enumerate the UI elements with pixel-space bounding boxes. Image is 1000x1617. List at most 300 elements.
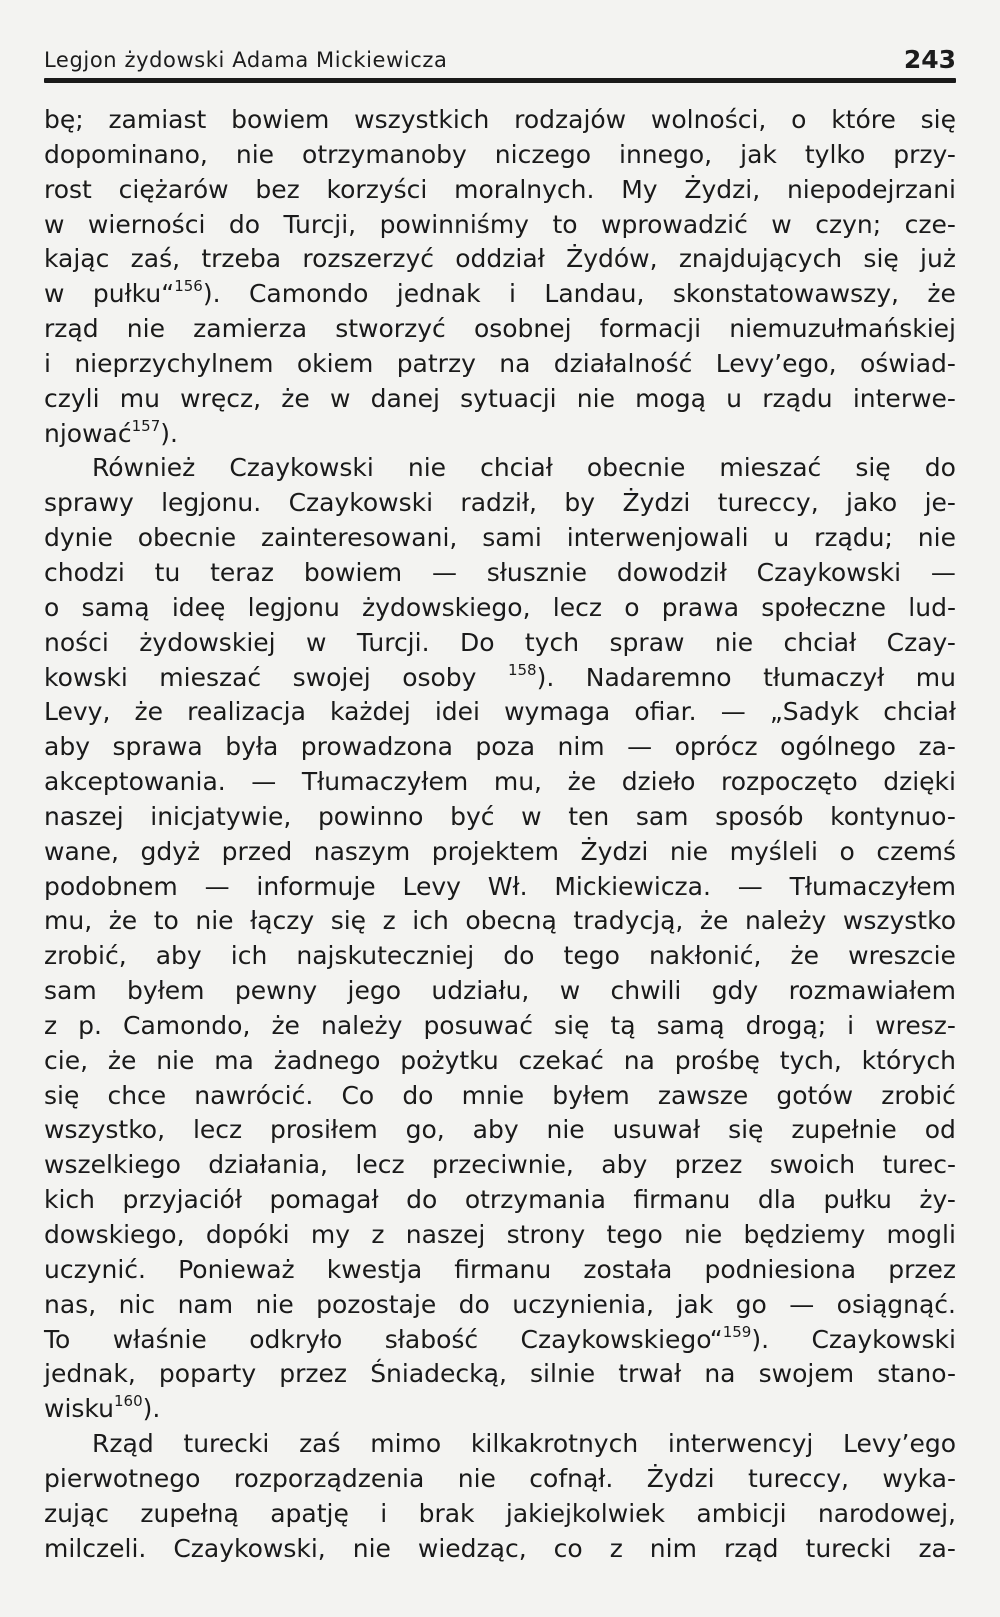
text-line bbox=[44, 208, 956, 243]
word: obecnie bbox=[586, 453, 686, 483]
word: pułku bbox=[823, 1185, 892, 1215]
text-line bbox=[44, 1288, 956, 1323]
word: chciał bbox=[480, 453, 553, 483]
word: się bbox=[44, 1080, 80, 1110]
word: ży- bbox=[919, 1185, 956, 1215]
word: pozostaje bbox=[316, 1289, 437, 1319]
word: samą bbox=[656, 1010, 725, 1040]
word: chwili bbox=[610, 976, 682, 1006]
word: od bbox=[924, 1115, 956, 1145]
word: wprowadzić bbox=[601, 209, 748, 239]
word: nie bbox=[126, 314, 165, 344]
word: tylko bbox=[804, 139, 866, 169]
footnote-ref: 158 bbox=[507, 660, 537, 679]
word: nie bbox=[407, 453, 447, 483]
word: samą bbox=[81, 592, 150, 622]
word: do bbox=[228, 209, 261, 239]
word: zując bbox=[44, 1498, 109, 1528]
word: rząd bbox=[723, 1533, 779, 1563]
word: tłumaczył bbox=[763, 662, 885, 692]
word: tradycją, bbox=[573, 906, 684, 936]
word: kając bbox=[44, 244, 110, 274]
word: powinniśmy bbox=[379, 209, 529, 239]
word: bę; bbox=[44, 105, 84, 134]
word: nie bbox=[156, 1045, 195, 1075]
word: działalność bbox=[553, 348, 693, 378]
word: bowiem bbox=[231, 105, 330, 134]
word: Żydzi bbox=[580, 836, 649, 866]
text-line bbox=[44, 277, 956, 312]
word: moralnych. bbox=[454, 174, 595, 204]
word: sprawa bbox=[112, 732, 203, 762]
word: że bbox=[927, 279, 956, 309]
text-line bbox=[44, 1532, 956, 1567]
word: przed bbox=[221, 836, 293, 866]
word: aby bbox=[44, 732, 90, 762]
word: usuwał bbox=[612, 1115, 701, 1145]
footnote-ref: 157 bbox=[131, 416, 161, 435]
word: wolności, bbox=[650, 105, 767, 134]
word: odkryło bbox=[249, 1324, 343, 1354]
word: nie bbox=[352, 1533, 391, 1563]
word: do bbox=[924, 453, 956, 483]
word: żadnego bbox=[273, 1045, 381, 1075]
word: Do bbox=[459, 627, 495, 657]
word: oświad- bbox=[860, 348, 956, 378]
word: przeciwnie, bbox=[431, 1150, 574, 1180]
word: byłem bbox=[127, 976, 205, 1006]
word: lecz bbox=[552, 592, 602, 622]
text-line bbox=[44, 1079, 956, 1114]
word: my bbox=[310, 1220, 351, 1249]
text-line bbox=[44, 939, 956, 974]
word: nim bbox=[649, 1533, 697, 1563]
word: to bbox=[153, 906, 179, 936]
word: znajdujących bbox=[678, 244, 843, 274]
word: nie bbox=[457, 1463, 496, 1493]
word: naszej bbox=[44, 801, 124, 831]
word: interwe- bbox=[852, 383, 956, 413]
word: należy bbox=[320, 1010, 403, 1040]
word: wisku$^{160}$). bbox=[44, 1392, 161, 1424]
word: swojem bbox=[758, 1359, 855, 1389]
word: ich bbox=[412, 906, 449, 936]
word: go, bbox=[405, 1115, 445, 1145]
word: je- bbox=[924, 488, 956, 518]
word: sposób bbox=[715, 801, 804, 831]
word: Camondo, bbox=[123, 1010, 251, 1040]
word: To bbox=[44, 1324, 71, 1354]
word: się bbox=[855, 453, 891, 483]
word: najskuteczniej bbox=[296, 941, 475, 971]
word: korzyści bbox=[326, 174, 428, 204]
word: tych, bbox=[779, 1045, 842, 1075]
word: dowskiego, bbox=[44, 1220, 185, 1249]
text-line bbox=[44, 242, 956, 277]
word: pierwotnego bbox=[44, 1463, 201, 1493]
word: swojej bbox=[292, 662, 371, 692]
text-line bbox=[44, 1323, 956, 1358]
word: uczynienia, bbox=[512, 1289, 654, 1319]
word: prawa bbox=[661, 592, 740, 622]
header-rule bbox=[44, 78, 956, 83]
word: aby bbox=[155, 941, 202, 971]
word: Levy bbox=[402, 871, 461, 901]
word: osoby bbox=[402, 662, 477, 692]
word: wszystkich bbox=[354, 105, 490, 134]
text-line bbox=[44, 730, 956, 765]
word: Nadaremno bbox=[585, 662, 732, 692]
word: słusznie bbox=[486, 557, 588, 587]
word: już bbox=[920, 244, 956, 274]
word: wresz- bbox=[875, 1010, 956, 1040]
word: mnie bbox=[461, 1080, 525, 1110]
word: firmanu bbox=[633, 1185, 731, 1215]
word: mu bbox=[915, 662, 956, 692]
word: skonstatowawszy, bbox=[672, 279, 899, 309]
word: brak bbox=[418, 1498, 475, 1528]
word: przy- bbox=[893, 139, 956, 169]
word: że bbox=[699, 906, 729, 936]
word: rozszerzyć bbox=[302, 244, 434, 274]
footnote-ref: 160 bbox=[113, 1392, 143, 1411]
word: i bbox=[847, 1010, 855, 1040]
word: Żydzi bbox=[646, 1463, 715, 1493]
word: trzeba bbox=[201, 244, 282, 274]
word: wiedząc, bbox=[417, 1533, 527, 1563]
word: wszystko, bbox=[44, 1115, 166, 1145]
word: chciał bbox=[783, 627, 857, 657]
word: wreszcie bbox=[848, 941, 956, 971]
text-line bbox=[44, 138, 956, 173]
word: mogą bbox=[635, 383, 706, 413]
word: jednak bbox=[396, 279, 481, 309]
word: turecki bbox=[805, 1533, 892, 1563]
page-number: 243 bbox=[903, 45, 956, 74]
word: właśnie bbox=[112, 1324, 207, 1354]
word: Czaykowski bbox=[811, 1324, 956, 1354]
word: teraz bbox=[210, 557, 275, 587]
text-line bbox=[44, 1113, 956, 1148]
word: na bbox=[704, 1359, 736, 1389]
text-line bbox=[44, 1218, 956, 1253]
word: przez bbox=[888, 1254, 956, 1284]
word: dla bbox=[757, 1185, 797, 1215]
word: idei bbox=[434, 697, 480, 727]
text-line bbox=[44, 661, 956, 696]
word: dzięki bbox=[883, 767, 956, 797]
text-line bbox=[44, 312, 956, 347]
word: nieprzychylnem bbox=[74, 348, 274, 378]
word: rodzajów bbox=[514, 105, 627, 134]
word: Co bbox=[341, 1080, 375, 1110]
word: mieszać bbox=[159, 662, 262, 692]
word: jako bbox=[846, 488, 898, 518]
word: nie bbox=[576, 383, 615, 413]
word: nie bbox=[255, 1289, 294, 1319]
word: i bbox=[44, 348, 51, 378]
word: i bbox=[509, 279, 516, 309]
word: zamierza bbox=[193, 314, 308, 344]
word: wyka- bbox=[882, 1463, 956, 1493]
word: tego bbox=[606, 1220, 663, 1249]
word: ideę bbox=[171, 592, 226, 622]
word: i bbox=[380, 1498, 388, 1528]
word: nas, bbox=[44, 1289, 97, 1319]
word: Czay- bbox=[886, 627, 956, 657]
text-line bbox=[44, 800, 956, 835]
word: bez bbox=[255, 174, 300, 204]
word: o bbox=[44, 592, 60, 622]
word: kontynuo- bbox=[830, 801, 956, 831]
word: każdej bbox=[330, 697, 411, 727]
word: za- bbox=[918, 1533, 956, 1563]
word: wręcz, bbox=[180, 383, 262, 413]
word: łączy bbox=[250, 906, 315, 936]
word: nawrócić. bbox=[194, 1080, 314, 1110]
word: obecną bbox=[465, 906, 557, 936]
word: czyn; bbox=[815, 209, 882, 239]
word: niemuzułmańskiej bbox=[729, 314, 956, 344]
word: njować$^{157}$). bbox=[44, 416, 178, 448]
word: akceptowania. bbox=[44, 767, 226, 797]
text-line bbox=[44, 765, 956, 800]
word: — bbox=[789, 1289, 815, 1319]
word: że bbox=[567, 767, 597, 797]
word: Czaykowskiego“$^{159}$). bbox=[520, 1322, 770, 1354]
word: My bbox=[621, 174, 658, 204]
word: jak bbox=[740, 139, 777, 169]
word: nakłonić, bbox=[648, 941, 762, 971]
word: tego bbox=[563, 941, 620, 971]
word: nie bbox=[235, 139, 275, 169]
word: uczynić. bbox=[44, 1254, 146, 1284]
word: w bbox=[44, 209, 65, 239]
word: Żydzi bbox=[622, 488, 691, 518]
word: w bbox=[559, 976, 581, 1006]
word: zawsze bbox=[657, 1080, 749, 1110]
word: lecz bbox=[355, 1150, 405, 1180]
running-head bbox=[44, 40, 956, 80]
text-line bbox=[44, 1357, 956, 1392]
word: że bbox=[271, 1010, 300, 1040]
word: prośbę bbox=[674, 1045, 760, 1075]
word: się bbox=[554, 1010, 590, 1040]
text-line bbox=[44, 382, 956, 417]
word: patrzy bbox=[396, 348, 476, 378]
text-line bbox=[44, 417, 956, 452]
word: się bbox=[728, 1115, 764, 1145]
word: ciężarów bbox=[118, 174, 229, 204]
word: drogą; bbox=[745, 1010, 827, 1040]
word: lud- bbox=[908, 592, 956, 622]
word: danej bbox=[370, 383, 440, 413]
word: dopominano, bbox=[44, 139, 208, 169]
word: obecnie bbox=[137, 523, 237, 553]
word: wymaga bbox=[504, 697, 611, 727]
word: sprawy bbox=[44, 488, 134, 518]
word: oprócz bbox=[674, 732, 758, 762]
text-line bbox=[44, 835, 956, 870]
word: inicjatywie, bbox=[150, 801, 292, 831]
word: stworzyć bbox=[335, 314, 446, 344]
word: do bbox=[406, 1185, 438, 1215]
text-line bbox=[44, 521, 956, 556]
footnote-ref: 156 bbox=[174, 277, 203, 296]
word: ności bbox=[44, 627, 109, 657]
text-line bbox=[44, 904, 956, 939]
word: prowadzona bbox=[300, 732, 453, 762]
word: Camondo bbox=[248, 279, 369, 309]
word: za- bbox=[918, 732, 956, 762]
word: została bbox=[583, 1254, 673, 1284]
word: Również bbox=[92, 453, 196, 483]
word: byłem bbox=[552, 1080, 630, 1110]
word: Śniadecką, bbox=[370, 1359, 507, 1389]
word: turecki bbox=[183, 1429, 270, 1459]
word: nam bbox=[177, 1289, 234, 1319]
word: u bbox=[726, 383, 743, 413]
word: stano- bbox=[877, 1359, 956, 1389]
word: rozpoczęto bbox=[720, 767, 858, 797]
word: sam bbox=[635, 801, 689, 831]
running-title: Legjon żydowski Adama Mickiewicza bbox=[44, 48, 448, 72]
word: turec- bbox=[882, 1150, 956, 1180]
text-line bbox=[44, 1392, 956, 1427]
word: że bbox=[107, 1045, 137, 1075]
word: Czaykowski bbox=[756, 557, 902, 587]
word: pożytku bbox=[400, 1045, 499, 1075]
word: zaś bbox=[299, 1429, 341, 1459]
word: czyli bbox=[44, 383, 100, 413]
word: spraw bbox=[609, 627, 685, 657]
word: nie bbox=[917, 523, 956, 553]
word: ogólnego bbox=[780, 732, 896, 762]
word: myśleli bbox=[729, 836, 818, 866]
word: silnie bbox=[530, 1359, 596, 1389]
word: wszelkiego bbox=[44, 1150, 181, 1180]
word: których bbox=[861, 1045, 956, 1075]
word: legjonu bbox=[247, 592, 340, 622]
word: interwenjowali bbox=[566, 523, 749, 553]
word: u bbox=[773, 523, 790, 553]
word: cze- bbox=[904, 209, 956, 239]
word: firmanu bbox=[454, 1254, 552, 1284]
word: naszej bbox=[405, 1220, 486, 1249]
word: chciał bbox=[883, 697, 956, 727]
word: chodzi bbox=[44, 557, 125, 587]
word: w bbox=[329, 383, 351, 413]
word: niczego bbox=[494, 139, 592, 169]
word: pomagał bbox=[269, 1185, 379, 1215]
word: się bbox=[920, 105, 956, 134]
text-line bbox=[44, 1497, 956, 1532]
word: dynie bbox=[44, 523, 113, 553]
word: będziemy bbox=[743, 1220, 866, 1249]
word: czekać bbox=[518, 1045, 604, 1075]
word: z bbox=[609, 1533, 623, 1563]
word: wierności bbox=[87, 209, 206, 239]
word: udziału, bbox=[431, 976, 530, 1006]
word: swoich bbox=[769, 1150, 856, 1180]
word: aby bbox=[601, 1150, 648, 1180]
word: jego bbox=[347, 976, 402, 1006]
word: aby bbox=[472, 1115, 519, 1145]
word: cie, bbox=[44, 1045, 89, 1075]
word: w bbox=[44, 279, 65, 309]
book-page bbox=[44, 0, 956, 1617]
text-line bbox=[44, 486, 956, 521]
word: które bbox=[831, 105, 896, 134]
word: Mickiewicza. bbox=[554, 871, 711, 901]
word: trwał bbox=[618, 1359, 682, 1389]
word: „Sadyk bbox=[769, 697, 860, 727]
word: poza bbox=[475, 732, 536, 762]
word: kich bbox=[44, 1185, 96, 1215]
word: nie bbox=[546, 1115, 585, 1145]
word: projektem bbox=[431, 836, 559, 866]
word: mieszać bbox=[719, 453, 822, 483]
word: o bbox=[624, 592, 640, 622]
word: przyjaciół bbox=[122, 1185, 242, 1215]
word: narodowej, bbox=[817, 1498, 956, 1528]
word: Żydów, bbox=[566, 244, 658, 274]
word: otrzymania bbox=[464, 1185, 606, 1215]
word: zamiast bbox=[108, 105, 207, 134]
word: by bbox=[564, 488, 596, 518]
word: tą bbox=[610, 1010, 636, 1040]
word: innego, bbox=[619, 139, 713, 169]
word: że bbox=[281, 383, 310, 413]
text-line bbox=[44, 870, 956, 905]
word: Czaykowski bbox=[288, 488, 434, 518]
word: tureccy, bbox=[747, 1463, 849, 1493]
word: realizacja bbox=[187, 697, 306, 727]
word: osiągnąć. bbox=[836, 1289, 956, 1319]
word: mimo bbox=[370, 1429, 442, 1459]
word: zaś, bbox=[130, 244, 181, 274]
word: sami bbox=[482, 523, 542, 553]
word: się bbox=[863, 244, 899, 274]
word: gdyż bbox=[140, 836, 201, 866]
word: przez bbox=[674, 1150, 743, 1180]
word: milczeli. bbox=[44, 1533, 147, 1563]
word: że bbox=[108, 906, 138, 936]
word: powinno bbox=[317, 801, 424, 831]
word: Rząd bbox=[92, 1429, 154, 1459]
word: co bbox=[553, 1533, 583, 1563]
word: nie bbox=[669, 836, 709, 866]
word: do bbox=[402, 1080, 434, 1110]
text-line bbox=[44, 1427, 956, 1462]
word: żydowskiej bbox=[139, 627, 276, 657]
word: nie bbox=[684, 1220, 723, 1249]
text-line bbox=[44, 1462, 956, 1497]
word: mu, bbox=[493, 767, 543, 797]
word: Turcji, bbox=[283, 209, 357, 239]
word: w bbox=[521, 801, 542, 831]
word: zrobić bbox=[881, 1080, 956, 1110]
word: zainteresowani, bbox=[261, 523, 458, 553]
word: naszym bbox=[313, 836, 411, 866]
word: chce bbox=[107, 1080, 167, 1110]
word: przez bbox=[279, 1359, 348, 1389]
text-line bbox=[44, 695, 956, 730]
word: zrobić, bbox=[44, 941, 127, 971]
text-line bbox=[44, 451, 956, 486]
word: niepodejrzani bbox=[786, 174, 956, 204]
word: o bbox=[791, 105, 807, 134]
